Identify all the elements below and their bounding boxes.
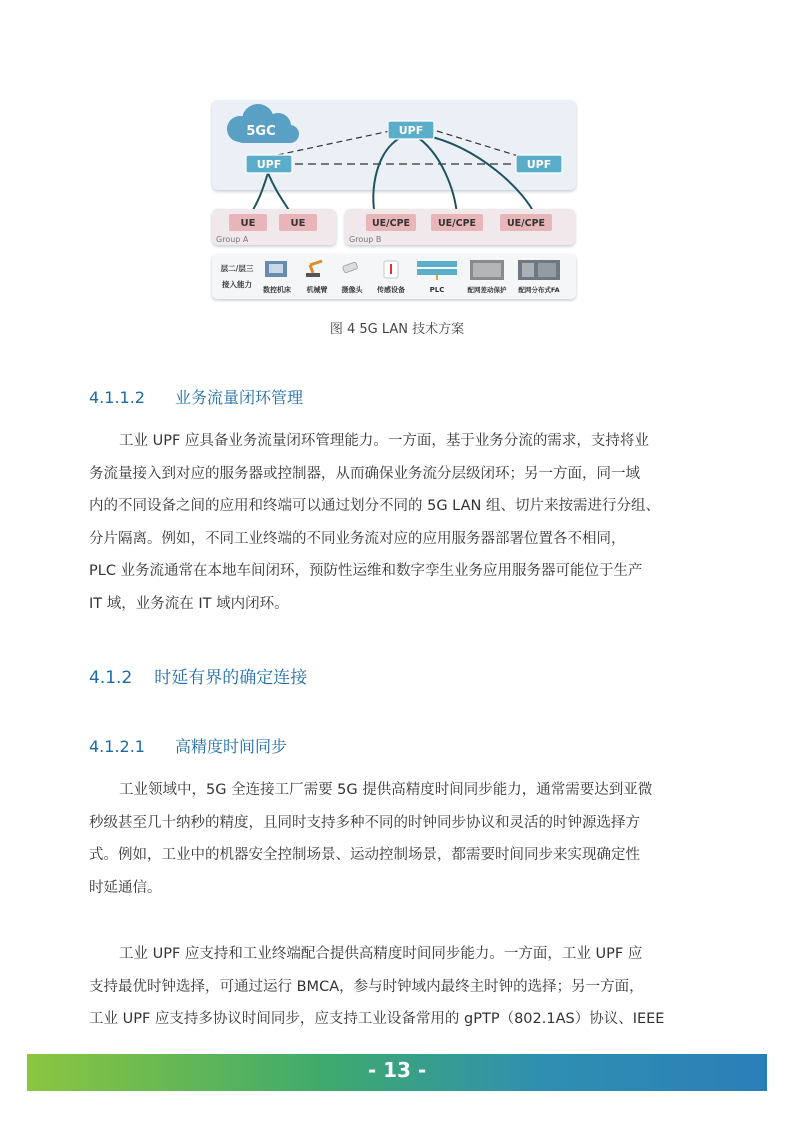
distributed-fa-icon: [518, 260, 560, 280]
paragraph: [89, 774, 709, 904]
page-number: - 13 -: [367, 1058, 427, 1082]
text-line: 工业 UPF 应具备业务流量闭环管理能力。一方面，基于业务分流的需求，支持将业: [119, 433, 649, 449]
text-line: 工业 UPF 应支持多协议时间同步，应支持工业设备常用的 gPTP（802.1AS）协议、IEEE: [89, 1011, 665, 1027]
device-label-3: 传感设备: [377, 286, 405, 294]
section-title: 业务流量闭环管理: [174, 388, 303, 407]
svg-text:层二/层三: 层二/层三: [220, 264, 254, 273]
text-line: 秒级甚至几十纳秒的精度，且同时支持多种不同的时钟同步协议和灵活的时钟源选择方: [89, 814, 640, 831]
section-title: 高精度时间同步: [174, 737, 287, 756]
5g-lan-diagram: [210, 97, 578, 302]
device-label-5: 配网差动保护: [467, 286, 507, 294]
text-line: 内的不同设备之间的应用和终端可以通过划分不同的 5G LAN 组、切片来按需进行分组、: [89, 498, 660, 514]
text-line: 时延通信。: [89, 879, 162, 896]
section-heading: [89, 663, 307, 688]
group-b-label: Group B: [349, 235, 382, 244]
svg-text:UE: UE: [240, 218, 256, 229]
cnc-machine-icon: [265, 261, 287, 277]
svg-text:UPF: UPF: [398, 124, 424, 137]
text-line: 务流量接入到对应的服务器或控制器，从而确保业务流分层级闭环；另一方面，同一域: [89, 465, 640, 482]
paragraph: [89, 938, 709, 1036]
section-heading: [89, 385, 303, 408]
device-label-2: 摄像头: [341, 286, 363, 294]
device-label-6: 配网分布式FA: [518, 286, 560, 294]
text-line: 工业领域中，5G 全连接工厂需要 5G 提供高精度时间同步能力，通常需要达到亚微: [119, 782, 653, 798]
distribution-protection-icon: [470, 260, 504, 280]
text-line: 式。例如，工业中的机器安全控制场景、运动控制场景，都需要时间同步来实现确定性: [89, 847, 640, 863]
section-heading: [89, 734, 287, 757]
svg-text:接入能力: 接入能力: [222, 280, 252, 289]
device-label-0: 数控机床: [263, 286, 291, 294]
group-a-label: Group A: [216, 235, 249, 244]
text-line: 分片隔离。例如，不同工业终端的不同业务流对应的应用服务器部署位置各不相同，: [89, 530, 626, 547]
svg-text:UE/CPE: UE/CPE: [506, 218, 546, 229]
svg-text:UE/CPE: UE/CPE: [371, 218, 411, 229]
section-number: 4.1.2: [89, 668, 133, 688]
text-line: PLC 业务流通常在本地车间闭环，预防性运维和数字孪生业务应用服务器可能位于生产: [89, 563, 643, 579]
section-number: 4.1.1.2: [89, 388, 145, 407]
cloud-label: 5GC: [246, 124, 276, 139]
section-number: 4.1.2.1: [89, 737, 145, 756]
section-title: 时延有界的确定连接: [154, 668, 308, 688]
page-footer-bar: [27, 1054, 767, 1091]
svg-text:UE/CPE: UE/CPE: [437, 218, 477, 229]
figure-caption: 图 4 5G LAN 技术方案: [329, 322, 465, 337]
text-line: IT 域，业务流在 IT 域内闭环。: [89, 595, 289, 612]
sensor-icon: [384, 261, 398, 278]
paragraph: [89, 425, 709, 620]
device-label-4: PLC: [429, 286, 445, 294]
text-line: 工业 UPF 应支持和工业终端配合提供高精度时间同步能力。一方面，工业 UPF 应: [119, 946, 643, 962]
device-label-1: 机械臂: [306, 286, 328, 294]
svg-text:UPF: UPF: [526, 158, 552, 171]
text-line: 支持最优时钟选择，可通过运行 BMCA，参与时钟域内最终主时钟的选择；另一方面，: [89, 978, 644, 995]
svg-text:UPF: UPF: [256, 158, 282, 171]
svg-text:UE: UE: [290, 218, 306, 229]
